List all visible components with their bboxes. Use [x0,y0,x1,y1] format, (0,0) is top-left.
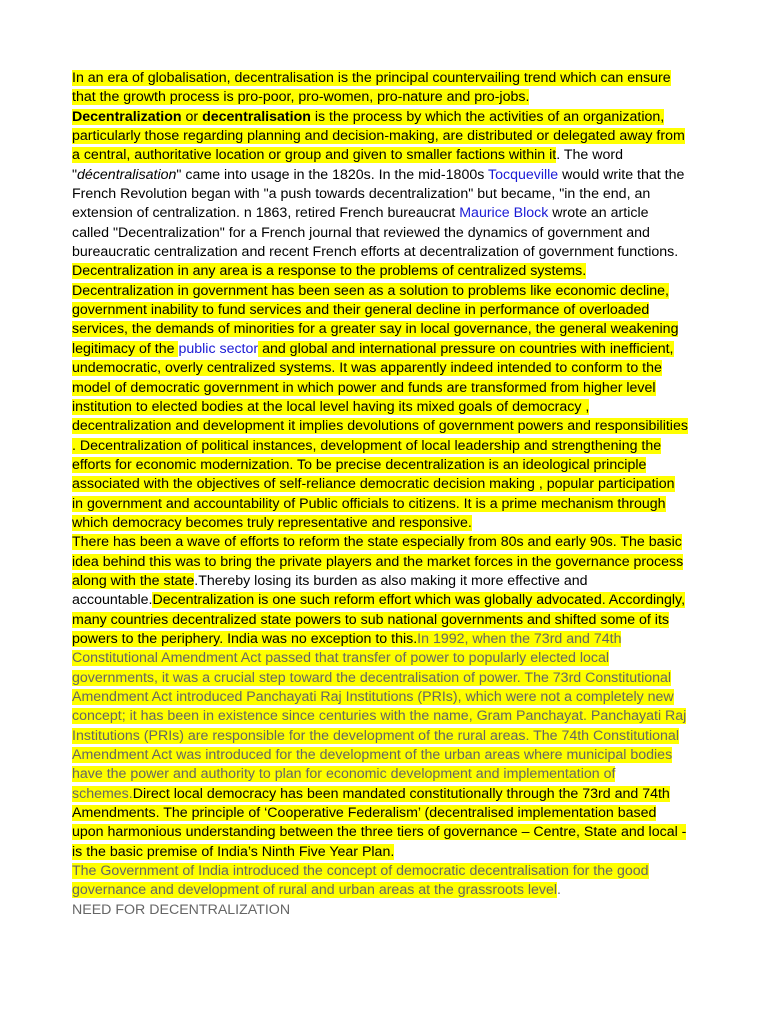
highlighted-gray-text: The Government of India introduced the concept of democratic decentralisation for the good governance and development of rural and urban areas at the grassroots level [72,863,649,899]
plain-text: . The word " [72,147,623,183]
highlighted-text: and global and international pressure on countries with inefficient, undemocratic, overly centralized systems. It was apparently indeed intended to conform to the model of democratic government in which power and funds are transformed from higher level institution to elected bodies at the local level having its mixed goals of democracy , decentralization and development it implies devolutions of government powers and responsibilities . Decentralization of political instances, development of local leadership and strengthening the efforts for economic modernization. To be precise decentralization is an ideological principle associated with the objectives of self-reliance democratic decision making , popular participation in government and accountability of Public officials to citizens. It is a prime mechanism through which democracy becomes truly representative and responsive. [72,340,688,531]
link-public-sector[interactable]: public sector [178,340,259,357]
highlighted-text: Decentralization is one such reform effort which was globally advocated. Accordingly, many countries decentralized state powers to sub national governments and shifted some of its powers to the periphery. India was no exception to this. [72,592,686,647]
gray-text: . [557,882,561,899]
highlighted-gray-text: In 1992, when the 73rd and 74th Constitutional Amendment Act passed that transfer of power to popularly elected local governments, it was a crucial step toward the decentralisation of power. The 73rd Constitutional Amendment Act introduced Panchayati Raj Institutions (PRIs), which were not a completely new concept; it has been in existence since centuries with the name, Gram Panchayat. Panchayati Raj Institutions (PRIs) are responsible for the development of the rural areas. The 74th Constitutional Amendment Act was introduced for the development of the urban areas where municipal bodies have the power and authority to plan for economic development and implementation of schemes. [72,630,687,802]
italic-term: décentralisation [77,166,177,183]
paragraph-intro [72,69,688,533]
highlighted-text: Direct local democracy has been mandated constitutionally through the 73rd and 74th Amendments. The principle of ‘Cooperative Federalism’ (decentralised implementation based upon harmonious understanding between the three tiers of governance – Centre, State and local - is the basic premise of India’s Ninth Five Year Plan. [72,785,687,860]
link-maurice-block[interactable]: Maurice Block [459,205,549,222]
bold-term: Decentralization [72,108,182,125]
highlighted-text: Decentralization in any area is a response to the problems of centralized systems. Decentralization in government has been seen as a solution to problems like economic decline, government inability to fund services and their general decline in performance of overloaded services, the demands of minorities for a greater say in local governance, the general weakening legitimacy of the [72,263,679,357]
highlighted-text: or [181,108,203,125]
highlighted-text: In an era of globalisation, decentralisation is the principal countervailing trend which can ensure that the growth process is pro-poor, pro-women, pro-nature and pro-jobs. [72,70,671,106]
plain-text: .Thereby losing its burden as also making it more effective and accountable. [72,572,588,609]
paragraph-government [72,862,688,901]
plain-text: would write that the French Revolution began with "a push towards decentralization" but became, "in the end, an extension of centralization. n 1863, retired French bureaucrat [72,166,685,222]
paragraph-reform [72,533,688,862]
highlighted-text: There has been a wave of efforts to reform the state especially from 80s and early 90s. The basic idea behind this was to bring the private players and the market forces in the governance process along with the state [72,534,684,589]
section-heading: NEED FOR DECENTRALIZATION [72,901,291,918]
plain-text: wrote an article called "Decentralization" for a French journal that reviewed the dynamics of government and bureaucratic centralization and recent French efforts at decentralization of government functions. [72,205,679,261]
highlighted-text: is the process by which the activities of an organization, particularly those regarding planning and decision-making, are distributed or delegated away from a central, authoritative location or group and given to smaller factions within it [72,108,685,164]
link-tocqueville[interactable]: Tocqueville [488,166,559,183]
bold-term: decentralisation [202,108,311,125]
document-body [72,69,688,920]
plain-text: " came into usage in the 1820s. In the mid-1800s [176,166,488,183]
